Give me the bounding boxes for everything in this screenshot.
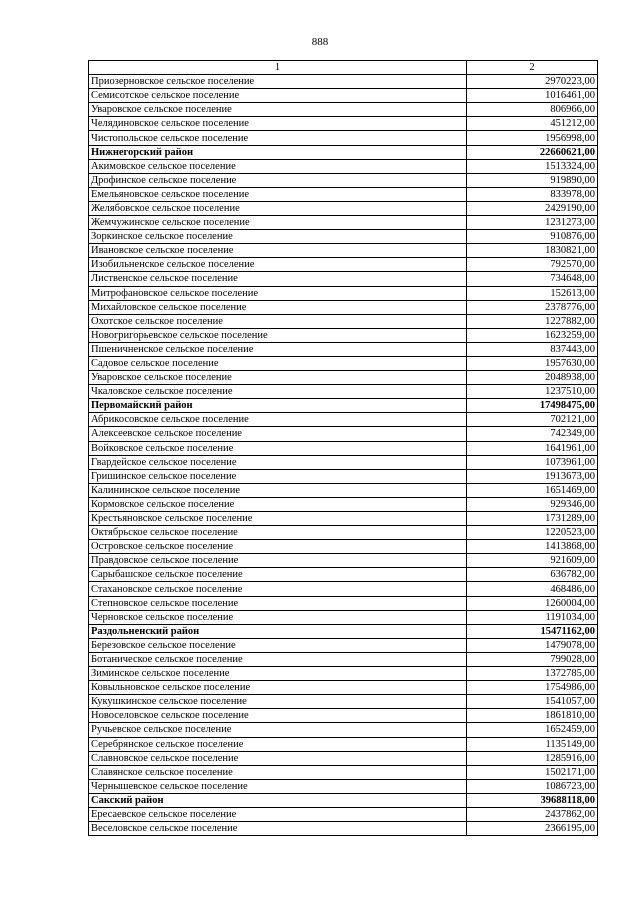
table-row — [89, 568, 598, 582]
settlement-amount: 1227882,00 — [467, 314, 598, 328]
district-total-row — [89, 793, 598, 807]
settlement-amount: 1413868,00 — [467, 540, 598, 554]
settlement-name: Уваровское сельское поселение — [89, 103, 467, 117]
settlement-amount: 1285916,00 — [467, 751, 598, 765]
table-row — [89, 779, 598, 793]
settlement-name: Степновское сельское поселение — [89, 596, 467, 610]
settlement-name: Челядиновское сельское поселение — [89, 117, 467, 131]
table-row — [89, 723, 598, 737]
settlement-amount: 1830821,00 — [467, 244, 598, 258]
settlement-name: Ковыльновское сельское поселение — [89, 681, 467, 695]
table-row — [89, 187, 598, 201]
settlement-amount: 792570,00 — [467, 258, 598, 272]
settlement-name: Новоселовское сельское поселение — [89, 709, 467, 723]
settlement-name: Войковское сельское поселение — [89, 441, 467, 455]
table-row — [89, 469, 598, 483]
table-row — [89, 610, 598, 624]
table-row — [89, 286, 598, 300]
settlement-amount: 1237510,00 — [467, 385, 598, 399]
table-row — [89, 201, 598, 215]
table-row — [89, 695, 598, 709]
settlement-amount: 2970223,00 — [467, 75, 598, 89]
settlement-name: Кормовское сельское поселение — [89, 497, 467, 511]
settlement-amount: 702121,00 — [467, 413, 598, 427]
settlement-amount: 1754986,00 — [467, 681, 598, 695]
settlement-name: Уваровское сельское поселение — [89, 371, 467, 385]
settlement-name: Чкаловское сельское поселение — [89, 385, 467, 399]
settlement-name: Садовое сельское поселение — [89, 356, 467, 370]
table-row — [89, 230, 598, 244]
settlement-amount: 1861810,00 — [467, 709, 598, 723]
settlement-name: Семисотское сельское поселение — [89, 89, 467, 103]
settlement-amount: 1016461,00 — [467, 89, 598, 103]
district-total-row — [89, 145, 598, 159]
settlement-amount: 1073961,00 — [467, 455, 598, 469]
budget-table — [88, 60, 598, 836]
table-body — [89, 75, 598, 836]
settlement-name: Ботаническое сельское поселение — [89, 652, 467, 666]
table-row — [89, 652, 598, 666]
settlement-name: Ивановское сельское поселение — [89, 244, 467, 258]
column-header-2: 2 — [467, 61, 598, 75]
settlement-name: Правдовское сельское поселение — [89, 554, 467, 568]
table-row — [89, 413, 598, 427]
settlement-name: Зиминское сельское поселение — [89, 667, 467, 681]
settlement-name: Абрикосовское сельское поселение — [89, 413, 467, 427]
district-name: Сакский район — [89, 793, 467, 807]
table-row — [89, 554, 598, 568]
settlement-amount: 1220523,00 — [467, 526, 598, 540]
table-row — [89, 807, 598, 821]
settlement-name: Гвардейское сельское поселение — [89, 455, 467, 469]
table-row — [89, 441, 598, 455]
settlement-amount: 1191034,00 — [467, 610, 598, 624]
table-row — [89, 596, 598, 610]
table-row — [89, 216, 598, 230]
table-row — [89, 822, 598, 836]
settlement-amount: 734648,00 — [467, 272, 598, 286]
table-row — [89, 483, 598, 497]
settlement-name: Кукушкинское сельское поселение — [89, 695, 467, 709]
settlement-name: Чистопольское сельское поселение — [89, 131, 467, 145]
settlement-amount: 833978,00 — [467, 187, 598, 201]
settlement-amount: 806966,00 — [467, 103, 598, 117]
district-total-row — [89, 399, 598, 413]
settlement-amount: 1956998,00 — [467, 131, 598, 145]
settlement-name: Акимовское сельское поселение — [89, 159, 467, 173]
settlement-amount: 468486,00 — [467, 582, 598, 596]
table-row — [89, 117, 598, 131]
settlement-name: Михайловское сельское поселение — [89, 300, 467, 314]
settlement-name: Ручьевское сельское поселение — [89, 723, 467, 737]
table-row — [89, 328, 598, 342]
settlement-amount: 1957630,00 — [467, 356, 598, 370]
settlement-amount: 1260004,00 — [467, 596, 598, 610]
settlement-amount: 910876,00 — [467, 230, 598, 244]
settlement-name: Березовское сельское поселение — [89, 638, 467, 652]
table-row — [89, 244, 598, 258]
table-row — [89, 638, 598, 652]
district-amount: 39688118,00 — [467, 793, 598, 807]
table-row — [89, 681, 598, 695]
settlement-amount: 152613,00 — [467, 286, 598, 300]
settlement-name: Алексеевское сельское поселение — [89, 427, 467, 441]
settlement-name: Черновское сельское поселение — [89, 610, 467, 624]
table-row — [89, 159, 598, 173]
settlement-name: Сарыбашское сельское поселение — [89, 568, 467, 582]
district-amount: 17498475,00 — [467, 399, 598, 413]
settlement-name: Стахановское сельское поселение — [89, 582, 467, 596]
table-row — [89, 526, 598, 540]
settlement-name: Пшеничненское сельское поселение — [89, 342, 467, 356]
table-row — [89, 737, 598, 751]
table-header-row — [89, 61, 598, 75]
table-row — [89, 709, 598, 723]
settlement-amount: 742349,00 — [467, 427, 598, 441]
settlement-amount: 1513324,00 — [467, 159, 598, 173]
settlement-name: Серебрянское сельское поселение — [89, 737, 467, 751]
settlement-name: Гришинское сельское поселение — [89, 469, 467, 483]
district-amount: 22660621,00 — [467, 145, 598, 159]
settlement-amount: 1913673,00 — [467, 469, 598, 483]
settlement-amount: 1641961,00 — [467, 441, 598, 455]
settlement-name: Новогригорьевское сельское поселение — [89, 328, 467, 342]
district-name: Раздольненский район — [89, 624, 467, 638]
table-row — [89, 512, 598, 526]
settlement-amount: 1651469,00 — [467, 483, 598, 497]
table-row — [89, 455, 598, 469]
settlement-name: Изобильненское сельское поселение — [89, 258, 467, 272]
settlement-name: Приозерновское сельское поселение — [89, 75, 467, 89]
district-name: Первомайский район — [89, 399, 467, 413]
table-row — [89, 385, 598, 399]
settlement-name: Дрофинское сельское поселение — [89, 173, 467, 187]
settlement-amount: 921609,00 — [467, 554, 598, 568]
settlement-amount: 1086723,00 — [467, 779, 598, 793]
settlement-name: Желябовское сельское поселение — [89, 201, 467, 215]
settlement-name: Крестьяновское сельское поселение — [89, 512, 467, 526]
table-row — [89, 272, 598, 286]
settlement-name: Зоркинское сельское поселение — [89, 230, 467, 244]
settlement-amount: 2429190,00 — [467, 201, 598, 215]
settlement-amount: 2437862,00 — [467, 807, 598, 821]
settlement-name: Охотское сельское поселение — [89, 314, 467, 328]
column-header-1: 1 — [89, 61, 467, 75]
table-row — [89, 75, 598, 89]
table-row — [89, 765, 598, 779]
settlement-amount: 1541057,00 — [467, 695, 598, 709]
page-number: 888 — [311, 36, 329, 48]
settlement-amount: 1231273,00 — [467, 216, 598, 230]
settlement-amount: 799028,00 — [467, 652, 598, 666]
settlement-name: Чернышевское сельское поселение — [89, 779, 467, 793]
table-row — [89, 371, 598, 385]
district-amount: 15471162,00 — [467, 624, 598, 638]
settlement-name: Лиственское сельское поселение — [89, 272, 467, 286]
table-row — [89, 540, 598, 554]
settlement-amount: 2366195,00 — [467, 822, 598, 836]
settlement-amount: 1652459,00 — [467, 723, 598, 737]
settlement-amount: 919890,00 — [467, 173, 598, 187]
settlement-amount: 837443,00 — [467, 342, 598, 356]
settlement-amount: 1135149,00 — [467, 737, 598, 751]
table-row — [89, 89, 598, 103]
settlement-name: Калининское сельское поселение — [89, 483, 467, 497]
settlement-name: Емельяновское сельское поселение — [89, 187, 467, 201]
table-row — [89, 258, 598, 272]
settlement-name: Октябрьское сельское поселение — [89, 526, 467, 540]
table-row — [89, 300, 598, 314]
district-total-row — [89, 624, 598, 638]
settlement-name: Славянское сельское поселение — [89, 765, 467, 779]
settlement-name: Славновское сельское поселение — [89, 751, 467, 765]
settlement-name: Жемчужинское сельское поселение — [89, 216, 467, 230]
settlement-amount: 2048938,00 — [467, 371, 598, 385]
settlement-amount: 636782,00 — [467, 568, 598, 582]
table-row — [89, 173, 598, 187]
table-row — [89, 356, 598, 370]
table-row — [89, 131, 598, 145]
table-row — [89, 582, 598, 596]
settlement-name: Ересаевское сельское поселение — [89, 807, 467, 821]
table-row — [89, 751, 598, 765]
district-name: Нижнегорский район — [89, 145, 467, 159]
settlement-amount: 2378776,00 — [467, 300, 598, 314]
settlement-amount: 1623259,00 — [467, 328, 598, 342]
table-row — [89, 427, 598, 441]
settlement-amount: 929346,00 — [467, 497, 598, 511]
settlement-amount: 1502171,00 — [467, 765, 598, 779]
table-row — [89, 314, 598, 328]
settlement-amount: 451212,00 — [467, 117, 598, 131]
settlement-name: Островское сельское поселение — [89, 540, 467, 554]
settlement-amount: 1372785,00 — [467, 667, 598, 681]
settlement-name: Митрофановское сельское поселение — [89, 286, 467, 300]
table-row — [89, 667, 598, 681]
table-row — [89, 103, 598, 117]
settlement-amount: 1731289,00 — [467, 512, 598, 526]
table-row — [89, 342, 598, 356]
settlement-name: Веселовское сельское поселение — [89, 822, 467, 836]
table-row — [89, 497, 598, 511]
settlement-amount: 1479078,00 — [467, 638, 598, 652]
